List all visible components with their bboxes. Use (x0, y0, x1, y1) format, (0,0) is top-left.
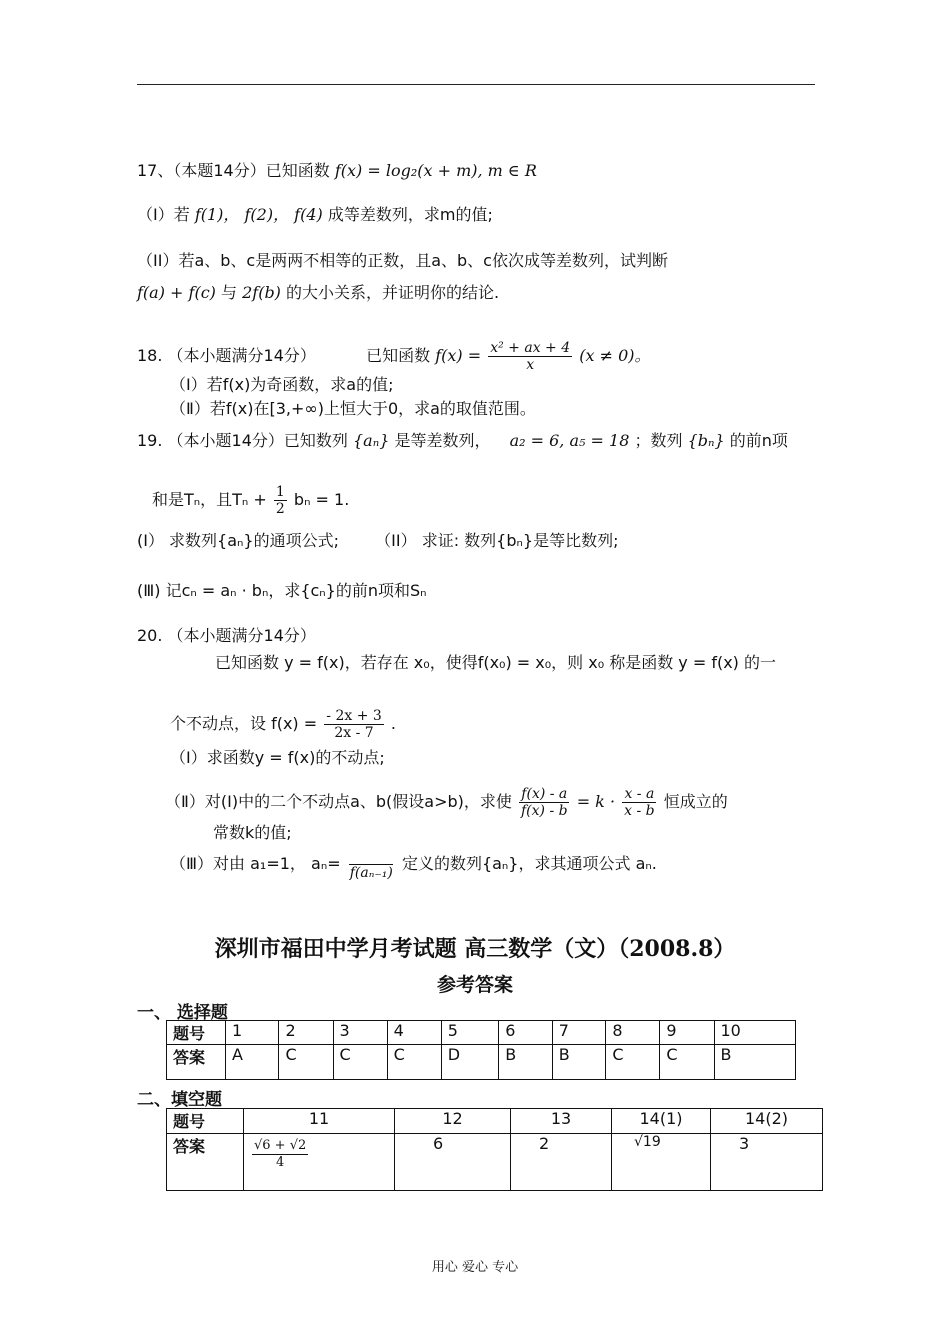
q18-den: x (526, 357, 535, 373)
choice-answer-label: 答案 (167, 1045, 226, 1080)
fill-answer: 2 (511, 1134, 612, 1191)
page-footer: 用心 爱心 专心 (431, 1260, 519, 1275)
choice-number: 2 (279, 1021, 333, 1045)
q18-fx: f(x) = (435, 346, 482, 365)
q19-part1: (I） 求数列{aₙ}的通项公式; (137, 531, 339, 550)
q17-formula: f(x) = log₂(x + m), m ∈ R (334, 161, 537, 180)
q18-head: 18. （本小题满分14分） (137, 346, 316, 365)
table-row (167, 1021, 796, 1045)
q17-p1-a: （I）若 (137, 205, 190, 224)
q20-p3-a: （Ⅲ）对由 a₁=1， aₙ= (170, 854, 341, 873)
q18-given: 已知函数 (366, 346, 431, 365)
q17-expr1: f(a) + f(c) (137, 283, 216, 302)
choice-number: 10 (714, 1021, 796, 1045)
fill-number: 13 (511, 1109, 612, 1134)
q20-mid: = k · (576, 792, 616, 811)
choice-answer: C (606, 1045, 660, 1080)
q20-l2-a: 个不动点，设 f(x) = (170, 714, 318, 733)
q20-p2-b: 恒成立的 (663, 792, 728, 811)
q17-head: 17、（本题14分）已知函数 (137, 161, 330, 180)
choice-number: 9 (660, 1021, 714, 1045)
choice-answer-table (166, 1020, 796, 1080)
q19-part2: （II） 求证: 数列{bₙ}是等比数列; (375, 531, 619, 550)
choice-answer: C (387, 1045, 441, 1080)
choice-answer: A (226, 1045, 279, 1080)
q20-p3-b: 定义的数列{aₙ}，求其通项公式 aₙ. (401, 854, 657, 873)
fill-answer-label: 答案 (167, 1134, 244, 1191)
q20-part3 (170, 848, 657, 881)
choice-number: 3 (333, 1021, 387, 1045)
choice-number: 8 (606, 1021, 660, 1045)
answer-11-den: 4 (276, 1155, 285, 1170)
q17-end: 的大小关系，并证明你的结论. (286, 283, 500, 302)
q19-half-den: 2 (275, 501, 285, 517)
q17-p1-terms: f(1)， f(2)， f(4) (194, 205, 323, 224)
q20-num1: f(x) - a (521, 786, 568, 802)
q20-den1: f(x) - b (521, 803, 568, 819)
fill-answer-table (166, 1108, 823, 1191)
q20-p3-frac (348, 848, 395, 881)
table-row (167, 1134, 823, 1191)
fill-answer: 6 (395, 1134, 511, 1191)
fill-number: 12 (395, 1109, 511, 1134)
q17-part2-cont (137, 282, 499, 304)
q20-p3-num (349, 848, 393, 865)
fill-answer: 3 (711, 1134, 823, 1191)
q19-bn: {bₙ} (687, 431, 725, 450)
q17-expr2: 2f(b) (242, 283, 281, 302)
choice-number: 6 (499, 1021, 553, 1045)
answer-11-num: √6 + √2 (254, 1138, 307, 1153)
q17-part1 (137, 204, 493, 226)
q20-fx-num: - 2x + 3 (326, 708, 382, 724)
q17-part2: （II）若a、b、c是两两不相等的正数，且a、b、c依次成等差数列，试判断 (137, 251, 668, 270)
choice-answer: C (660, 1045, 714, 1080)
answer-subtitle: 参考答案 (436, 974, 513, 996)
q19-mid3: 的前n项 (729, 431, 788, 450)
q18-heading (137, 340, 651, 373)
choice-number: 4 (387, 1021, 441, 1045)
q20-frac1 (519, 786, 570, 819)
q18-part2: （Ⅱ）若f(x)在[3,+∞)上恒大于0，求a的取值范围。 (170, 399, 536, 418)
fill-number: 11 (244, 1109, 395, 1134)
q18-fraction (488, 340, 572, 373)
q19-half (274, 484, 287, 517)
q20-frac2 (622, 786, 657, 819)
section-choice: 一、 选择题 (137, 1003, 228, 1023)
q19-part3: (Ⅲ) 记cₙ = aₙ · bₙ，求{cₙ}的前n项和Sₙ (137, 581, 427, 600)
q19-an: {aₙ} (353, 431, 390, 450)
choice-number-label: 题号 (167, 1021, 226, 1045)
choice-answer: C (333, 1045, 387, 1080)
q18-cond: (x ≠ 0)。 (579, 346, 651, 365)
q18-part1: （Ⅰ）若f(x)为奇函数，求a的值; (170, 375, 394, 394)
fill-answer-11 (244, 1134, 395, 1191)
answer-11-fraction (252, 1138, 308, 1171)
fill-number: 14(2) (711, 1109, 823, 1134)
q20-heading: 20. （本小题满分14分） (137, 626, 316, 645)
choice-answer: D (441, 1045, 499, 1080)
q20-fx-frac (324, 708, 384, 741)
section-fill: 二、填空题 (137, 1090, 222, 1110)
fill-number-label: 题号 (167, 1109, 244, 1134)
q19-line2 (152, 484, 349, 517)
q20-part2-cont: 常数k的值; (213, 823, 292, 842)
q19-parts12 (137, 530, 618, 552)
table-row (167, 1109, 823, 1134)
choice-number: 5 (441, 1021, 499, 1045)
q17-heading (137, 160, 537, 182)
q20-num2: x - a (624, 786, 655, 802)
choice-number: 1 (226, 1021, 279, 1045)
answer-title: 深圳市福田中学月考试题 高三数学（文）（2008.8） (214, 936, 736, 962)
choice-answer: B (499, 1045, 553, 1080)
q17-p1-b: 成等差数列，求m的值; (327, 205, 493, 224)
q19-l2-b: bₙ = 1. (293, 490, 350, 509)
q20-part2 (165, 786, 728, 819)
fill-answer: √19 (612, 1134, 711, 1191)
choice-answer: B (714, 1045, 796, 1080)
q20-p2-a: （Ⅱ）对(Ⅰ)中的二个不动点a、b(假设a>b)，求使 (165, 792, 512, 811)
fill-number: 14(1) (612, 1109, 711, 1134)
q17-mid: 与 (220, 283, 237, 302)
q19-half-num: 1 (275, 484, 285, 500)
q19-mid1: 是等差数列， (394, 431, 491, 450)
q20-l2-b: . (390, 714, 396, 733)
choice-answer: C (279, 1045, 333, 1080)
q19-vals: a₂ = 6, a₅ = 18 (509, 431, 630, 450)
q19-heading (137, 430, 788, 452)
q19-mid2: ；数列 (634, 431, 683, 450)
q20-den2: x - b (624, 803, 655, 819)
choice-answer: B (552, 1045, 606, 1080)
q18-num: x² + ax + 4 (490, 340, 571, 356)
header-rule (137, 84, 815, 85)
q20-line2 (170, 708, 396, 741)
q19-l2-a: 和是Tₙ，且Tₙ + (152, 490, 267, 509)
table-row (167, 1045, 796, 1080)
q20-fx-den: 2x - 7 (334, 725, 374, 741)
q19-head: 19. （本小题14分）已知数列 (137, 431, 348, 450)
q20-part1: （Ⅰ）求函数y = f(x)的不动点; (170, 748, 385, 767)
q20-p3-den: f(aₙ₋₁) (349, 865, 393, 881)
q20-line1: 已知函数 y = f(x)，若存在 x₀，使得f(x₀) = x₀，则 x₀ 称是函数 y = f(x) 的一 (215, 653, 777, 672)
choice-number: 7 (552, 1021, 606, 1045)
